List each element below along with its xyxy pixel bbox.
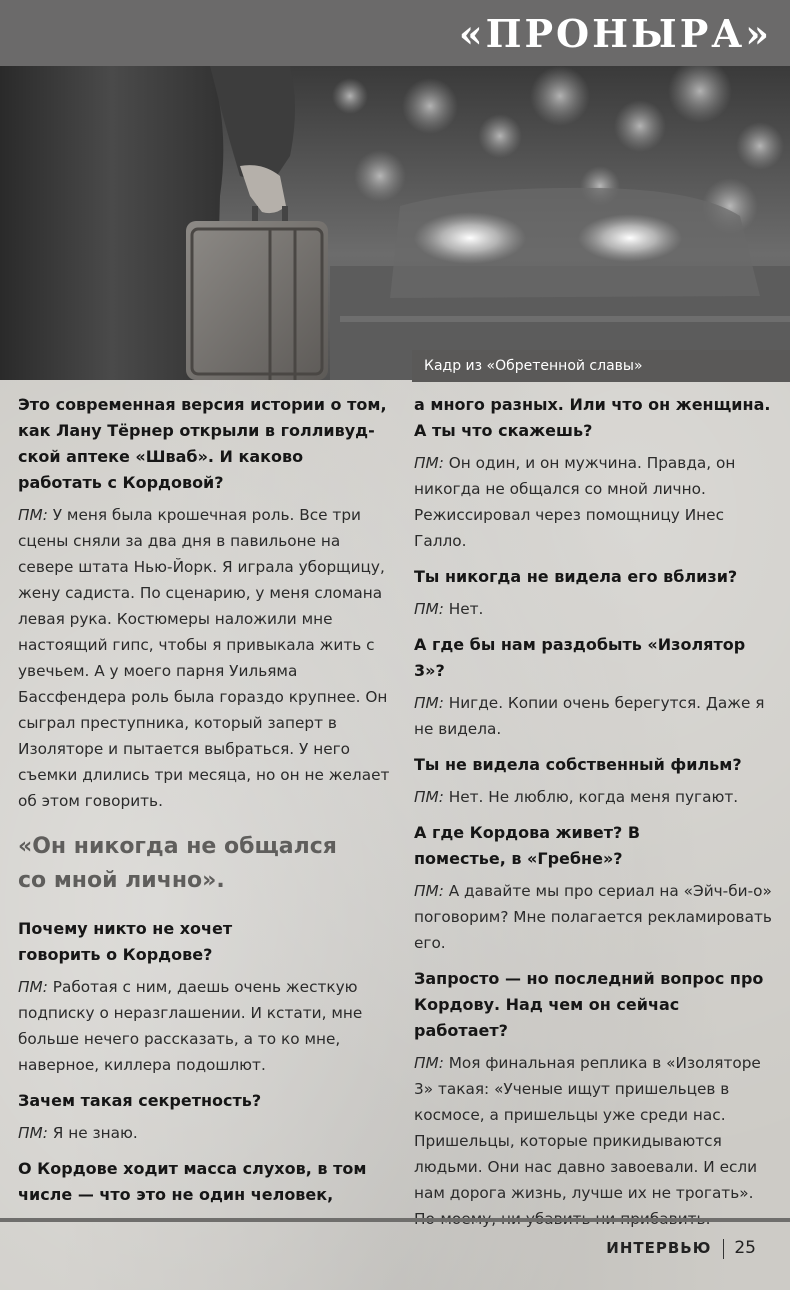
answer-text: Нигде. Копии очень берегутся. Даже я не видела. bbox=[414, 694, 765, 738]
answer-8 bbox=[414, 878, 778, 956]
speaker-tag: ПМ: bbox=[414, 694, 444, 712]
speaker-tag: ПМ: bbox=[414, 454, 444, 472]
question-8: А где Кордова живет? В поместье, в «Гребне»? bbox=[414, 823, 641, 868]
speaker-tag: ПМ: bbox=[18, 978, 48, 996]
pull-quote: «Он никогда не общался со мной лично». bbox=[18, 834, 337, 893]
film-still-illustration bbox=[0, 66, 790, 380]
speaker-tag: ПМ: bbox=[414, 600, 444, 618]
answer-text: Моя финальная реплика в «Изоляторе 3» такая: «Ученые ищут пришельцев в космосе, а пришельцы уже среди нас. Пришельцы, которые прикидываются людьми. Они нас давно завоевали. И если нам дорога жизнь, лучше их не трогать». bbox=[414, 1054, 761, 1202]
question-4-end: а много разных. Или что он женщина. А ты что скажешь? bbox=[414, 395, 771, 440]
answer-text: Я не знаю. bbox=[52, 1124, 138, 1142]
answer-text: Он один, и он мужчина. Правда, он никогда не общался со мной лично. Режиссировал через помощницу Инес Галло. bbox=[414, 454, 736, 550]
answer-3 bbox=[18, 1120, 390, 1146]
page-footer bbox=[606, 1235, 756, 1261]
speaker-tag: ПМ: bbox=[414, 1054, 444, 1072]
speaker-tag: ПМ: bbox=[414, 788, 444, 806]
question-5: Ты никогда не видела его вблизи? bbox=[414, 567, 738, 586]
page-title: «ПРОНЫРА» bbox=[458, 11, 772, 56]
answer-5 bbox=[414, 596, 778, 622]
answer-text: Нет. bbox=[448, 600, 484, 618]
question-2: Почему никто не хочет говорить о Кордове? bbox=[18, 919, 233, 964]
page-number: 25 bbox=[734, 1238, 756, 1258]
photo-caption: Кадр из «Обретенной славы» bbox=[412, 350, 790, 382]
answer-text: У меня была крошечная роль. Все три сцены сняли за два дня в павильоне на севере штата Нью-Йорк. Я играла уборщицу, жену садиста. По сценарию, у меня сломана левая рука. Костюмеры наложили мне настоящий гипс, чтобы я привыкала жить с увечьем. А у моего парня Уильяма Бассфендера роль была гораздо крупнее. Он сыграл преступника, который заперт в Изоляторе и пытается выбраться. У него съемки длились три месяца, но он не желает об этом говорить. bbox=[18, 506, 390, 810]
question-9: Запросто — но последний вопрос про Кордову. Над чем он сейчас работает? bbox=[414, 969, 764, 1040]
right-column bbox=[414, 392, 778, 1232]
speaker-tag: ПМ: bbox=[414, 882, 444, 900]
header-bar bbox=[0, 0, 790, 66]
answer-4 bbox=[414, 450, 778, 554]
footer-section-label: ИНТЕРВЬЮ bbox=[606, 1239, 712, 1257]
answer-2 bbox=[18, 974, 390, 1078]
answer-text: Нет. Не люблю, когда меня пугают. bbox=[448, 788, 739, 806]
film-still-photo bbox=[0, 66, 790, 380]
question-7: Ты не видела собственный фильм? bbox=[414, 755, 742, 774]
question-6: А где бы нам раздобыть «Изолятор 3»? bbox=[414, 635, 746, 680]
question-1: Это современная версия истории о том, как Лану Тёрнер открыли в голливудской аптеке «Шваб». И каково работать с Кордовой? bbox=[18, 395, 387, 492]
left-column bbox=[18, 392, 390, 1208]
speaker-tag: ПМ: bbox=[18, 506, 48, 524]
footer-divider bbox=[723, 1239, 724, 1259]
question-3: Зачем такая секретность? bbox=[18, 1091, 262, 1110]
question-4-start: О Кордове ходит масса слухов, в том числе — что это не один человек, bbox=[18, 1159, 367, 1204]
answer-1 bbox=[18, 502, 390, 814]
answer-text: Работая с ним, даешь очень жесткую подписку о неразглашении. И кстати, мне больше нечего рассказать, а то ко мне, наверное, киллера подошлют. bbox=[18, 978, 363, 1074]
bottom-rule bbox=[0, 1218, 790, 1222]
answer-9 bbox=[414, 1050, 778, 1232]
answer-text: А давайте мы про сериал на «Эйч-би-о» поговорим? Мне полагается рекламировать его. bbox=[414, 882, 772, 952]
answer-6 bbox=[414, 690, 778, 742]
answer-7 bbox=[414, 784, 778, 810]
speaker-tag: ПМ: bbox=[18, 1124, 48, 1142]
